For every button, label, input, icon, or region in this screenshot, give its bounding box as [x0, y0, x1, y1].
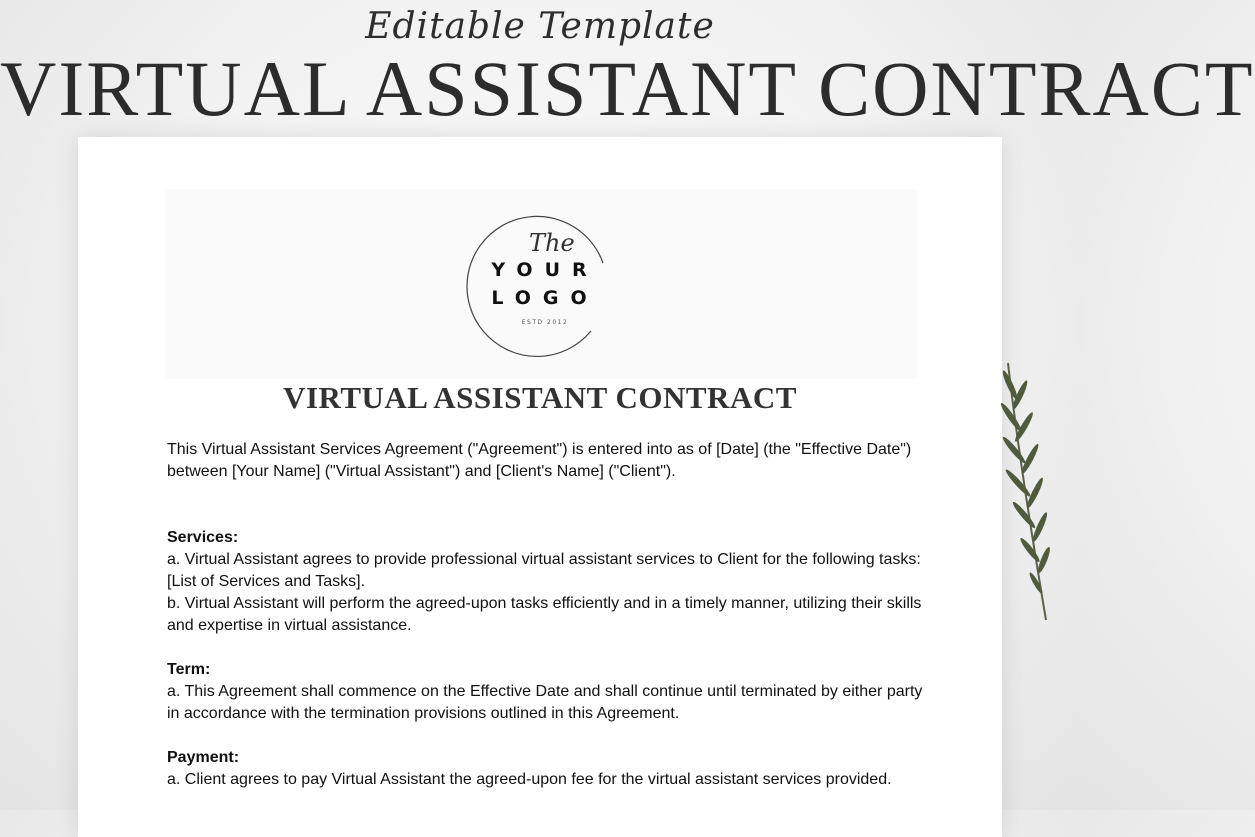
banner-title: VIRTUAL ASSISTANT CONTRACT — [0, 45, 1255, 132]
payment-item-a: a. Client agrees to pay Virtual Assistant the agreed-upon fee for the virtual assistant services provided. — [167, 771, 892, 788]
document-title: VIRTUAL ASSISTANT CONTRACT — [283, 380, 797, 415]
document-body — [167, 439, 927, 791]
banner-subtitle: Editable Template — [365, 6, 715, 47]
logo-word-your: YOUR — [491, 259, 599, 281]
services-item-b: b. Virtual Assistant will perform the agreed-upon tasks efficiently and in a timely manner, utilizing their skills and expertise in virtual assistance. — [167, 595, 922, 634]
logo-placeholder — [165, 189, 917, 379]
section-heading-term: Term: — [167, 661, 211, 678]
section-heading-services: Services: — [167, 529, 239, 546]
logo-ring-icon — [465, 203, 625, 363]
rosemary-sprig-icon — [980, 355, 1060, 635]
intro-paragraph: This Virtual Assistant Services Agreement ("Agreement") is entered into as of [Date] (the "Effective Date") between [Your Name] ("Virtual Assistant") and [Client's Name] ("Client"). — [167, 441, 912, 480]
logo-script-text: The — [529, 229, 575, 257]
services-item-a: a. Virtual Assistant agrees to provide professional virtual assistant services to Client for the following tasks: [List of Services and Tasks]. — [167, 551, 921, 590]
logo-word-logo: LOGO — [491, 287, 599, 309]
section-heading-payment: Payment: — [167, 749, 240, 766]
term-item-a: a. This Agreement shall commence on the Effective Date and shall continue until terminated by either party in accordance with the termination provisions outlined in this Agreement. — [167, 683, 923, 722]
document-page — [78, 137, 1002, 837]
logo-estd: ESTD 2012 — [521, 319, 569, 326]
